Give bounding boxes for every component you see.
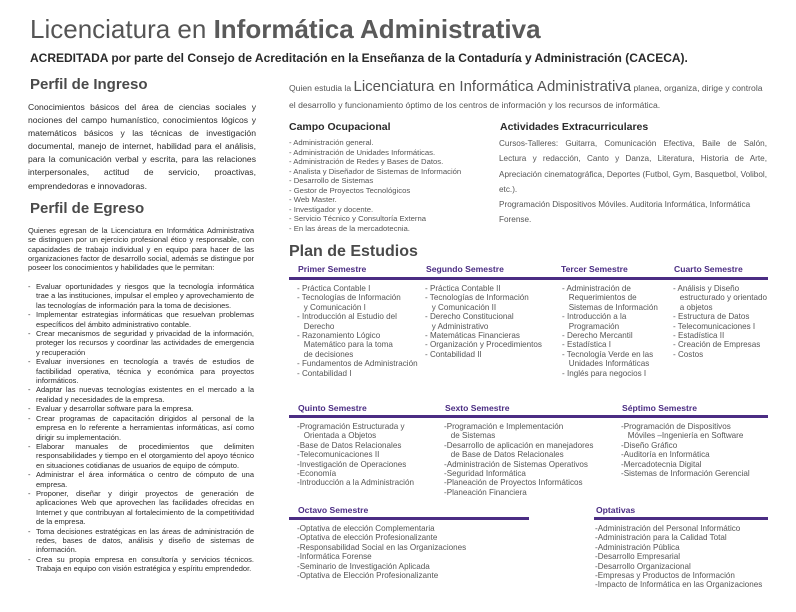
course-item: - Estadística I	[562, 340, 612, 350]
semester-5-heading: Quinto Semestre	[298, 403, 367, 413]
semester-3-heading: Tercer Semestre	[561, 264, 628, 274]
list-item: - Adaptar las nuevas tecnologías existentes en el mercado a la realidad y necesidades de la empresa.	[28, 385, 254, 404]
course-item: y Comunicación I	[297, 302, 366, 312]
course-item: -Seminario de Investigación Aplicada	[297, 561, 430, 571]
course-item: -Impacto de Informática en las Organizaciones	[595, 580, 763, 590]
semester-2-courses	[425, 284, 542, 359]
list-item: - Crear mecanismos de seguridad y privacidad de la información, proteger los recursos y coordinar las actividades de emergencia y recuperación	[28, 329, 254, 357]
list-item: - Administración de Redes y Bases de Datos.	[289, 157, 444, 166]
program-intro	[289, 78, 767, 114]
actividades-text-extra: Programación Dispositivos Móviles. Auditoria Informática, Informática Forense.	[499, 200, 751, 225]
course-item: Móviles –Ingeniería en Software	[621, 431, 744, 441]
semester-7-heading: Séptimo Semestre	[622, 403, 697, 413]
list-item: - Desarrollo de Sistemas	[289, 176, 374, 185]
intro-highlight: Licenciatura en Informática Administrativa	[353, 78, 632, 95]
list-item: - Evaluar oportunidades y riesgos que la tecnología informática trae a las instituciones, impulsar el empleo y aprovechamiento de las tecnologías de información para la toma de decisiones.	[28, 282, 254, 310]
page-title	[30, 14, 541, 45]
semester-4-courses	[673, 284, 767, 359]
course-item: -Desarrollo Empresarial	[595, 552, 681, 562]
semester-6-courses	[444, 422, 593, 497]
course-item: Orientada a Objetos	[297, 431, 377, 441]
course-item: -Desarrollo de aplicación en manejadores	[444, 440, 594, 450]
course-item: -Seguridad Informática	[444, 469, 526, 479]
course-item: -Diseño Gráfico	[621, 440, 678, 450]
course-item: Derecho	[297, 321, 335, 331]
course-item: -Administración del Personal Informático	[595, 524, 741, 533]
semester-1-heading: Primer Semestre	[298, 264, 367, 274]
course-item: -Mercadotecnia Digital	[621, 459, 702, 469]
list-item: - Gestor de Proyectos Tecnológicos	[289, 185, 411, 195]
course-item: - Tecnología Verde en las	[562, 349, 654, 359]
course-item: -Introducción a la Administración	[297, 478, 414, 488]
intro-suffix: planea, organiza, dirige y controla el desarrollo y funcionamiento óptimo de los centros de información y los recursos de informática.	[289, 83, 763, 110]
list-item: - Implementar estrategias informáticas que resuelvan problemas específicos del ámbito administrativo contable.	[28, 310, 254, 329]
course-item: - Telecomunicaciones I	[673, 321, 756, 331]
course-item: -Auditoría en Informática	[621, 450, 710, 460]
accreditation-subtitle: ACREDITADA por parte del Consejo de Acreditación en la Enseñanza de la Contaduría y Administración (CACECA).	[30, 51, 688, 65]
course-item: -Programación Estructurada y	[297, 422, 405, 431]
list-item: - Investigador y docente.	[289, 204, 374, 214]
course-item: -Responsabilidad Social en las Organizaciones	[297, 542, 467, 552]
plan-estudios-heading: Plan de Estudios	[289, 243, 418, 260]
intro-prefix: Quien estudia la	[289, 83, 354, 93]
course-item: de Sistemas	[444, 431, 496, 441]
course-item: Unidades Informáticas	[562, 359, 650, 369]
course-item: -Desarrollo Organizacional	[595, 561, 691, 571]
actividades-text: Cursos-Talleres: Guitarra, Comunicación Efectiva, Baile de Salón, Lectura y redacción, Canto y Danza, Literatura, Historia de Arte, Apreciación cinematográfica, Deportes (Futbol, Gym, Basquetbol, Volibol, etc.).	[499, 139, 767, 194]
course-item: - Razonamiento Lógico	[297, 331, 381, 341]
semester-1-courses	[297, 284, 418, 378]
course-item: - Costos	[673, 349, 704, 359]
perfil-ingreso-heading: Perfil de Ingreso	[30, 76, 148, 93]
semester-row-divider	[289, 415, 768, 418]
course-item: Matemático para la toma	[297, 340, 393, 350]
list-item: - Administración de Unidades Informáticas.	[289, 147, 436, 157]
course-item: -Base de Datos Relacionales	[297, 440, 402, 450]
course-item: - Estadística II	[673, 331, 725, 341]
course-item: Programación	[562, 321, 620, 331]
title-bold: Informática Administrativa	[213, 14, 541, 44]
course-item: - Estructura de Datos	[673, 312, 750, 322]
course-item: -Planeación de Proyectos Informáticos	[444, 478, 583, 488]
course-item: - Derecho Mercantil	[562, 331, 633, 341]
course-item: - Contabilidad I	[297, 368, 352, 378]
course-item: -Sistemas de Información Gerencial	[621, 469, 750, 479]
course-item: - Fundamentos de Administración	[297, 359, 418, 369]
course-item: -Informática Forense	[297, 552, 372, 562]
perfil-egreso-list	[28, 282, 254, 574]
course-item: - Introducción a la	[562, 312, 627, 322]
course-item: -Programación e Implementación	[444, 422, 564, 431]
course-item: - Derecho Constitucional	[425, 312, 514, 322]
list-item: - Crear programas de capacitación dirigidos al personal de la empresa en lo referente a herramientas informáticas, así como dirigir su implementación.	[28, 414, 254, 442]
course-item: estructurado y orientado	[673, 293, 768, 303]
perfil-egreso-heading: Perfil de Egreso	[30, 200, 145, 217]
list-item: - Analista y Diseñador de Sistemas de Información	[289, 166, 462, 176]
optativas-heading: Optativas	[596, 505, 636, 515]
course-item: - Matemáticas Financieras	[425, 331, 520, 341]
course-item: - Administración de	[562, 284, 631, 293]
course-item: y Administrativo	[425, 321, 489, 331]
list-item: - Servicio Técnico y Consultoría Externa	[289, 214, 427, 223]
actividades-heading: Actividades Extracurriculares	[500, 121, 649, 133]
course-item: -Empresas y Productos de Información	[595, 571, 735, 581]
course-item: - Práctica Contable II	[425, 284, 501, 293]
list-item: - Web Master.	[289, 195, 337, 204]
course-item: - Contabilidad II	[425, 349, 482, 359]
course-item: Sistemas de Información	[562, 302, 658, 312]
course-item: - Introducción al Estudio del	[297, 312, 397, 322]
list-item: - En las áreas de la mercadotecnia.	[289, 223, 410, 233]
list-item: - Proponer, diseñar y dirigir proyectos de generación de aplicaciones Web que aprovechen las facilidades ofrecidas en Internet y que contribuyan al fortalecimiento de la competitividad de la empresa.	[28, 489, 254, 527]
course-item: - Práctica Contable I	[297, 284, 371, 293]
semester-row-divider	[594, 517, 768, 520]
semester-8-heading: Octavo Semestre	[298, 505, 369, 515]
course-item: - Tecnologías de Información	[425, 293, 529, 303]
title-light: Licenciatura en	[30, 14, 214, 44]
campo-ocupacional-heading: Campo Ocupacional	[289, 121, 391, 133]
semester-3-courses	[562, 284, 658, 378]
semester-7-courses	[621, 422, 750, 478]
semester-5-courses	[297, 422, 414, 488]
course-item: -Planeación Financiera	[444, 487, 527, 497]
list-item: - Administrar el área informática o centro de cómputo de una empresa.	[28, 470, 254, 489]
course-item: -Programación de Dispositivos	[621, 422, 731, 431]
course-item: -Economía	[297, 469, 337, 479]
course-item: Requerimientos de	[562, 293, 637, 303]
list-item: - Administración general.	[289, 138, 374, 147]
semester-2-heading: Segundo Semestre	[426, 264, 504, 274]
course-item: a objetos	[673, 302, 713, 312]
course-item: - Tecnologías de Información	[297, 293, 401, 303]
course-item: de decisiones	[297, 349, 354, 359]
perfil-egreso-intro: Quienes egresan de la Licenciatura en Informática Administrativa se distinguen por un ejercicio profesional ético y responsable, con capacidades de trabajo individual y en equipo para hacer de las organizaciones factor de desarrollo social, además se distingue por poseer los conocimientos y habilidades que le permitan:	[28, 226, 254, 273]
course-item: -Optativa de elección Profesionalizante	[297, 533, 438, 543]
perfil-ingreso-text: Conocimientos básicos del área de ciencias sociales y nociones del campo humanístico, conocimientos lógicos y matemáticos básicos y las técnicas de investigación documental, manejo de internet, habilidad para el análisis, para la comunicación verbal y escrita, para las relaciones interpersonales, actitud de servicio, proactivas, emprendedoras e innovadoras.	[28, 102, 256, 191]
semester-6-heading: Sexto Semestre	[445, 403, 510, 413]
course-item: -Telecomunicaciones II	[297, 450, 380, 460]
semester-4-heading: Cuarto Semestre	[674, 264, 743, 274]
course-item: -Optativa de Elección Profesionalizante	[297, 571, 439, 581]
course-item: -Administración de Sistemas Operativos	[444, 459, 588, 469]
semester-row-divider	[289, 277, 768, 280]
list-item: - Evaluar y desarrollar software para la empresa.	[28, 404, 254, 413]
course-item: -Investigación de Operaciones	[297, 459, 407, 469]
list-item: - Evaluar inversiones en tecnología a través de estudios de factibilidad operativa, técnica y económica para proyectos informáticos.	[28, 357, 254, 385]
course-item: y Comunicación II	[425, 302, 497, 312]
campo-ocupacional-list	[289, 138, 489, 233]
list-item: - Elaborar manuales de procedimientos que delimiten responsabilidades y tiempo en el otorgamiento del apoyo técnico en situaciones cotidianas de usuarios de equipo de cómputo.	[28, 442, 254, 470]
course-item: - Análisis y Diseño	[673, 284, 740, 293]
list-item: - Crea su propia empresa en consultoría y servicios técnicos. Trabaja en equipo con visión estratégica y espíritu emprendedor.	[28, 555, 254, 574]
course-item: - Creación de Empresas	[673, 340, 761, 350]
semester-8-courses	[297, 524, 466, 580]
course-item: - Organización y Procedimientos	[425, 340, 542, 350]
optativas-courses	[595, 524, 762, 590]
course-item: - Inglés para negocios I	[562, 368, 647, 378]
semester-row-divider	[289, 517, 529, 520]
list-item: - Toma decisiones estratégicas en las áreas de administración de redes, bases de datos, análisis y diseño de sistemas de información.	[28, 527, 254, 555]
course-item: -Optativa de elección Complementaria	[297, 524, 435, 533]
course-item: -Administración para la Calidad Total	[595, 533, 727, 543]
course-item: -Administración Pública	[595, 542, 680, 552]
course-item: de Base de Datos Relacionales	[444, 450, 564, 460]
